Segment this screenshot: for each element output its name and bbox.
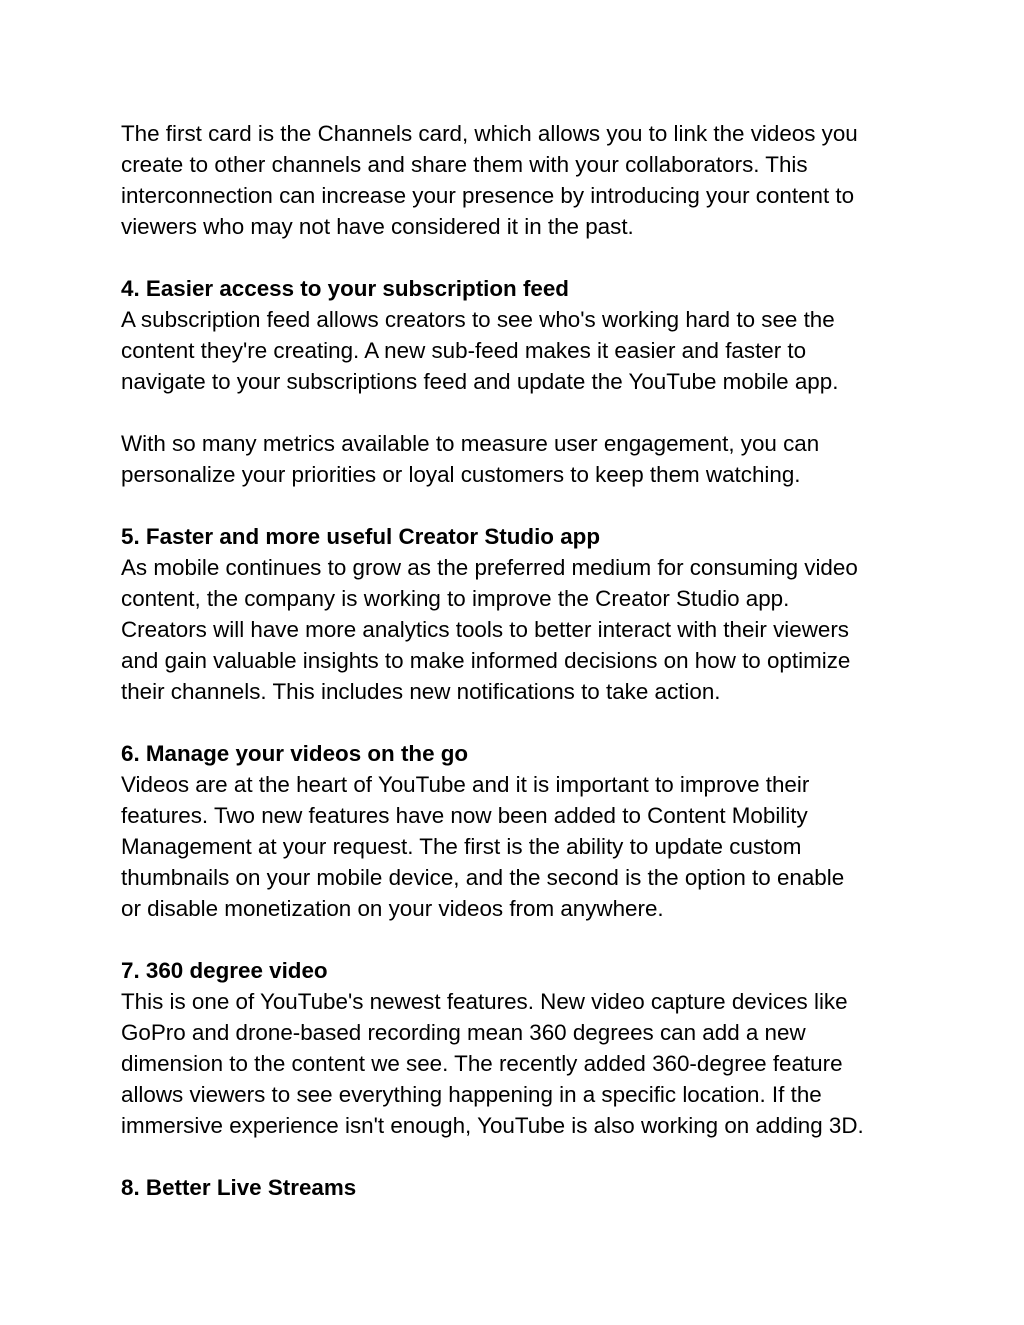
section-heading-5: 5. Faster and more useful Creator Studio app — [121, 524, 601, 549]
section-7-paragraph-1: This is one of YouTube's newest features. New video capture devices like GoPro and drone-based recording mean 360 degrees can add a new dimension to the content we see. The recently added 360-degree feature allows viewers to see everything happening in a specific location. If the immersive experience isn't enough, YouTube is also working on adding 3D. — [121, 989, 864, 1138]
paragraph-spacer — [121, 490, 921, 521]
paragraph-spacer — [121, 1141, 921, 1172]
paragraph-spacer — [121, 242, 921, 273]
section-6-paragraph-1: Videos are at the heart of YouTube and it is important to improve their features. Two new features have now been added to Content Mobility Management at your request. The first is the ability to update custom thumbnails on your mobile device, and the second is the option to enable or disable monetization on your videos from anywhere. — [121, 772, 845, 921]
section-heading-4: 4. Easier access to your subscription feed — [121, 276, 569, 301]
paragraph-spacer — [121, 397, 921, 428]
document-page — [121, 118, 921, 1203]
section-4-paragraph-2: With so many metrics available to measure user engagement, you can personalize your priorities or loyal customers to keep them watching. — [121, 431, 820, 487]
section-4-paragraph-1: A subscription feed allows creators to see who's working hard to see the content they're creating. A new sub-feed makes it easier and faster to navigate to your subscriptions feed and update the YouTube mobile app. — [121, 307, 839, 394]
section-heading-8: 8. Better Live Streams — [121, 1175, 357, 1200]
section-heading-6: 6. Manage your videos on the go — [121, 741, 469, 766]
paragraph-spacer — [121, 707, 921, 738]
section-heading-7: 7. 360 degree video — [121, 958, 328, 983]
paragraph-spacer — [121, 924, 921, 955]
intro-paragraph: The first card is the Channels card, which allows you to link the videos you create to other channels and share them with your collaborators. This interconnection can increase your presence by introducing your content to viewers who may not have considered it in the past. — [121, 121, 858, 239]
section-5-paragraph-1: As mobile continues to grow as the preferred medium for consuming video content, the company is working to improve the Creator Studio app. Creators will have more analytics tools to better interact with their viewers and gain valuable insights to make informed decisions on how to optimize their channels. This includes new notifications to take action. — [121, 555, 858, 704]
